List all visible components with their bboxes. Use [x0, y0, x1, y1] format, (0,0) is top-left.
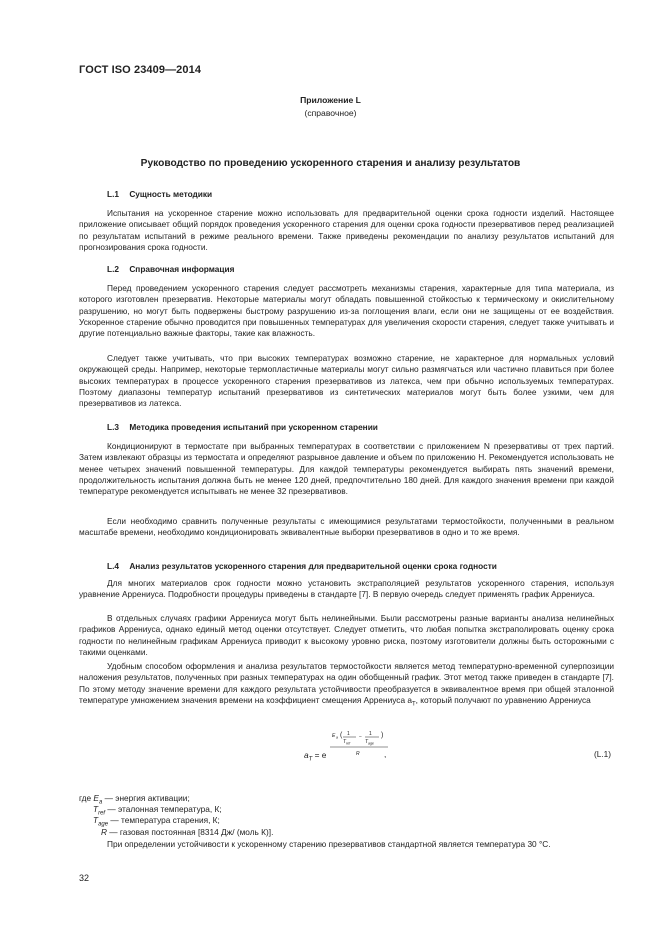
section-l2-title: Справочная информация [129, 264, 235, 274]
section-l4-paragraph-4: При определении устойчивости к ускоренному старению презервативов стандартной является температура 30 °C. [107, 839, 551, 849]
section-l4-heading [107, 561, 497, 571]
formula-r: R [356, 751, 360, 757]
arrhenius-formula [300, 728, 410, 768]
formula-open-paren: ( [340, 732, 343, 739]
page-number: 32 [79, 873, 90, 883]
section-l4-title: Анализ результатов ускоренного старения для предварительной оценки срока годности [129, 561, 497, 571]
formula-tref-sub: ref [346, 741, 351, 746]
definition-ea [79, 793, 273, 804]
formula-tage: T [365, 739, 369, 745]
formula-minus: − [359, 734, 362, 740]
symbol-definitions [79, 793, 273, 838]
section-l2-paragraph-2: Следует также учитывать, что при высоких температурах возможно старение, не характерное для нормальных условий окружающей среды. Например, некоторые термопластичные материалы могут сильно размягчаться или частично плавиться при более высоких температурах в процессе ускоренного старения презервативов из латекса, чем при обычно используемых температурах. Поэтому диапазоны температур испытаний презервативов из синтетических материалов могут быть более узкими, чем для презервативов из латекса. [79, 353, 614, 409]
section-l1-paragraph-1: Испытания на ускоренное старение можно использовать для предварительной оценки срока годности изделий. Настоящее приложение описывает общий порядок проведения ускоренного старения для оценки срока годности презервативов перед реализацией по результатам испытаний в режиме реального времени. Также приведены рекомендации по анализу результатов испытаний для прогнозирования срока годности. [79, 208, 614, 253]
formula-one-b: 1 [369, 731, 372, 737]
definition-text: — эталонная температура, К; [105, 804, 222, 815]
formula-exponent [330, 728, 410, 762]
section-l4-paragraph-3 [79, 661, 614, 711]
appendix-label: Приложение L [300, 95, 361, 105]
formula-close-paren: ) [381, 732, 384, 739]
appendix-title [0, 94, 661, 120]
section-l4-paragraph-3-tail: , который получают по уравнению Аррениуса [415, 695, 591, 706]
formula-exp-base: = e [314, 750, 327, 760]
section-l3-paragraph-2: Если необходимо сравнить полученные результаты с имеющимися результатами термостойкости, полученными в реальном масштабе времени, необходимо кондиционировать эквивалентные выборки презервативов в одно и то же время. [79, 516, 614, 538]
formula-tage-sub: age [368, 741, 374, 746]
section-l3-paragraph-1: Кондиционируют в термостате при выбранных температурах в соответствии с приложением N презервативы от трех партий. Затем извлекают образцы из термостата и определяют разрывное давление и объем по приложению H. Рекомендуется использовать не менее четырех значений повышенной температуры. Для каждой температуры рекомендуется выбирать пять значений времени, продолжительность испытания должна быть не менее 120 дней, предпочтительно 180 дней. Для каждого значения времени при каждой температуре рекомендуется испытывать не менее 32 презервативов. [79, 441, 614, 497]
section-l1-number: L.1 [107, 189, 119, 199]
formula-lhs-symbol: a [304, 750, 309, 760]
section-l4-number: L.4 [107, 561, 119, 571]
section-l3-number: L.3 [107, 422, 119, 432]
section-l1-heading [107, 189, 212, 199]
definition-text: — энергия активации; [102, 793, 190, 803]
definition-tref [79, 804, 273, 815]
definition-symbol: T [93, 815, 99, 826]
formula-trailing-comma: , [384, 749, 387, 759]
section-l3-heading [107, 422, 378, 432]
formula-exp-ea: E [332, 733, 336, 739]
section-l1-title: Сущность методики [129, 189, 213, 199]
definition-symbol: T [93, 804, 99, 815]
section-l3-title: Методика проведения испытаний при ускоренном старении [129, 422, 378, 432]
definition-symbol: E [93, 793, 99, 803]
definition-text: — газовая постоянная [8314 Дж/ (моль К)]. [107, 826, 274, 837]
section-l4-paragraph-2: В отдельных случаях графики Аррениуса могут быть нелинейными. Были рассмотрены разные варианты анализа нелинейных графиков Аррениуса, однако единый метод оценки отсутствует. Следует отметить, что любая попытка экстраполировать оценку срока годности по нелинейным графикам Аррениуса приводит к высокому уровню риска, поэтому изготовители должны быть осторожными с такими оценками. [79, 613, 614, 658]
definition-text: — температура старения, К; [108, 815, 220, 826]
shift-factor-subscript: T [411, 701, 416, 708]
definition-subscript: a [98, 799, 103, 806]
appendix-type: (справочное) [304, 108, 357, 118]
formula-lhs [304, 750, 326, 763]
definition-tage [79, 815, 273, 829]
definition-symbol: R [101, 826, 107, 837]
section-l4-paragraph-1: Для многих материалов срок годности можно установить экстраполяцией результатов ускоренного старения, используя уравнение Аррениуса. Подробности процедуры приведены в стандарте [7]. В первую очередь следует применять график Аррениуса. [79, 578, 614, 600]
formula-tref: T [343, 739, 347, 745]
definition-subscript: age [98, 822, 109, 829]
section-l4-paragraph-3-text: Удобным способом оформления и анализа результатов термостойкости является метод температурно-временной суперпозиции наложения результатов, полученных при разных температурах на один обобщенный график. Этот метод также приведен в стандарте [7]. По этому методу значение времени для каждого результата устойчивости преобразуется в эквивалентное время при общей эталонной температуре умножением значения времени на коэффициент смещения Аррениуса a [79, 661, 614, 706]
definition-subscript: ref [98, 810, 106, 817]
formula-one-a: 1 [347, 731, 350, 737]
section-l2-number: L.2 [107, 264, 119, 274]
section-l2-heading [107, 264, 234, 274]
formula-number: (L.1) [594, 749, 612, 759]
definition-r [79, 827, 273, 838]
formula-exp-ea-sub: a [336, 735, 338, 740]
section-l2-paragraph-1: Перед проведением ускоренного старения следует рассмотреть механизмы старения, характерные для типа материала, из которого изготовлен презерватив. Некоторые материалы могут обладать повышенной стойкостью к термическому и окислительному разрушению, но могут быть подвержены быстрому разрушению из-за поглощения влаги, если они не защищены от ее воздействия. Ускоренное старение обычно проводится при повышенных температурах для увеличения скорости старения, следует также учитывать и другие потенциально важные факторы, такие как влажность. [79, 283, 614, 339]
formula-lhs-subscript: T [308, 756, 313, 763]
main-title: Руководство по проведению ускоренного старения и анализу результатов [140, 158, 521, 169]
definition-prefix: где [79, 793, 94, 803]
document-header: ГОСТ ISO 23409—2014 [79, 64, 202, 76]
